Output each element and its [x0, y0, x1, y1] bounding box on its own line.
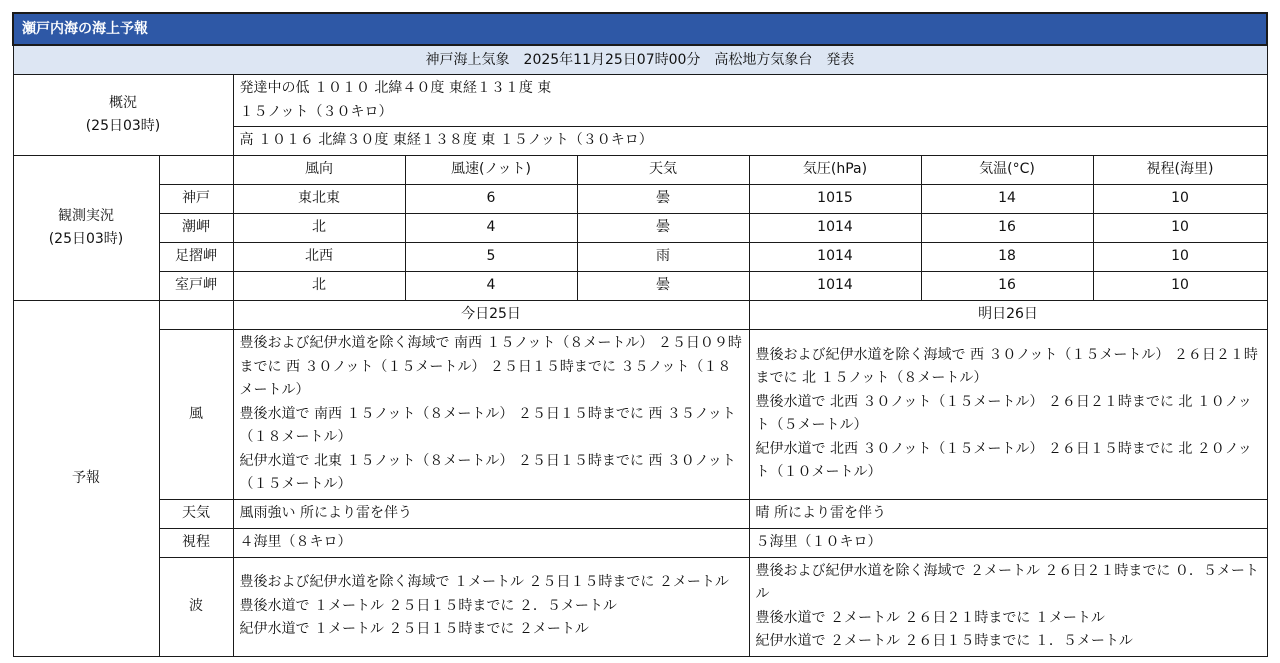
cell-pressure: 1014 [749, 272, 921, 301]
wave-today [233, 557, 749, 656]
cell-weather: 曇 [577, 214, 749, 243]
cell-speed: 4 [405, 214, 577, 243]
cell-temperature: 16 [921, 214, 1093, 243]
header-speed: 風速(ノット) [405, 156, 577, 185]
cell-visibility: 10 [1093, 243, 1267, 272]
table-row [13, 214, 1267, 243]
wave-today-line: 豊後水道で １メートル ２５日１５時までに ２．５メートル [239, 597, 617, 614]
gaikyo-high: 高 １０１６ 北緯３０度 東経１３８度 東 １５ノット（３０キロ） [233, 127, 1267, 156]
header-temperature: 気温(°C) [921, 156, 1093, 185]
gaikyo-label [13, 75, 233, 156]
forecast-tomorrow-header: 明日26日 [749, 301, 1267, 330]
forecast-corner [159, 301, 233, 330]
station-name: 神戸 [159, 185, 233, 214]
wave-label: 波 [159, 557, 233, 656]
cell-direction: 北 [233, 272, 405, 301]
cell-weather: 雨 [577, 243, 749, 272]
cell-direction: 北西 [233, 243, 405, 272]
cell-visibility: 10 [1093, 185, 1267, 214]
table-row [13, 185, 1267, 214]
header-visibility: 視程(海里) [1093, 156, 1267, 185]
wave-today-line: 紀伊水道で １メートル ２５日１５時までに ２メートル [239, 621, 589, 638]
wind-tomorrow-line: 紀伊水道で 北西 ３０ノット（１５メートル） ２６日１５時までに 北 ２０ノット（１０メートル） [755, 440, 1252, 481]
cell-weather: 曇 [577, 185, 749, 214]
visibility-label: 視程 [159, 528, 233, 557]
cell-pressure: 1015 [749, 185, 921, 214]
gaikyo-title: 概況 [109, 94, 137, 111]
wave-tomorrow [749, 557, 1267, 656]
station-name: 潮岬 [159, 214, 233, 243]
wind-today-line: 豊後および紀伊水道を除く海域で 南西 １５ノット（８メートル） ２５日０９時までに 西 ３０ノット（１５メートル） ２５日１５時までに ３５ノット（１８メートル） [239, 335, 742, 398]
observation-time: (25日03時) [48, 231, 124, 247]
weather-tomorrow: 晴 所により雷を伴う [749, 499, 1267, 528]
wave-tomorrow-line: 紀伊水道で ２メートル ２６日１５時までに １．５メートル [755, 633, 1133, 649]
cell-visibility: 10 [1093, 272, 1267, 301]
wind-today-line: 紀伊水道で 北東 １５ノット（８メートル） ２５日１５時までに 西 ３０ノット（１５メートル） [239, 452, 736, 492]
header-weather: 天気 [577, 156, 749, 185]
wave-today-line: 豊後および紀伊水道を除く海域で １メートル ２５日１５時までに ２メートル [239, 574, 729, 591]
station-name: 室戸岬 [159, 272, 233, 301]
gaikyo-line1b: １５ノット（３０キロ） [239, 103, 393, 120]
cell-speed: 4 [405, 272, 577, 301]
forecast-today-header: 今日25日 [233, 301, 749, 330]
visibility-today: ４海里（８キロ） [233, 528, 749, 557]
gaikyo-line1a: 発達中の低 １０１０ 北緯４０度 東経１３１度 東 [239, 80, 552, 96]
observation-title: 観測実況 [58, 207, 114, 224]
header-direction: 風向 [233, 156, 405, 185]
cell-direction: 東北東 [233, 185, 405, 214]
cell-speed: 5 [405, 243, 577, 272]
gaikyo-low [233, 75, 1267, 127]
wind-today [233, 330, 749, 500]
wind-label: 風 [159, 330, 233, 500]
cell-temperature: 18 [921, 243, 1093, 272]
wave-tomorrow-line: 豊後および紀伊水道を除く海域で ２メートル ２６日２１時までに ０．５メートル [755, 562, 1259, 602]
header-pressure: 気圧(hPa) [749, 156, 921, 185]
weather-label: 天気 [159, 499, 233, 528]
forecast-table [12, 12, 1268, 657]
table-row [13, 243, 1267, 272]
observation-label [13, 156, 159, 301]
weather-today: 風雨強い 所により雷を伴う [233, 499, 749, 528]
wind-today-line: 豊後水道で 南西 １５ノット（８メートル） ２５日１５時までに 西 ３５ノット（１８メートル） [239, 405, 736, 445]
marine-forecast [12, 12, 1266, 657]
cell-direction: 北 [233, 214, 405, 243]
station-name: 足摺岬 [159, 243, 233, 272]
cell-pressure: 1014 [749, 214, 921, 243]
wind-tomorrow-line: 豊後および紀伊水道を除く海域で 西 ３０ノット（１５メートル） ２６日２１時までに 北 １５ノット（８メートル） [755, 346, 1258, 387]
wave-tomorrow-line: 豊後水道で ２メートル ２６日２１時までに １メートル [755, 609, 1105, 626]
wind-tomorrow-line: 豊後水道で 北西 ３０ノット（１５メートル） ２６日２１時までに 北 １０ノット（５メートル） [755, 393, 1252, 434]
table-row [13, 272, 1267, 301]
observation-corner [159, 156, 233, 185]
page-title: 瀬戸内海の海上予報 [13, 13, 1267, 45]
visibility-tomorrow: ５海里（１０キロ） [749, 528, 1267, 557]
issued-info: 神戸海上気象 2025年11月25日07時00分 高松地方気象台 発表 [13, 45, 1267, 75]
gaikyo-time: (25日03時) [85, 118, 161, 134]
cell-speed: 6 [405, 185, 577, 214]
wind-tomorrow [749, 330, 1267, 500]
cell-pressure: 1014 [749, 243, 921, 272]
cell-weather: 曇 [577, 272, 749, 301]
cell-temperature: 16 [921, 272, 1093, 301]
forecast-label: 予報 [13, 301, 159, 657]
cell-visibility: 10 [1093, 214, 1267, 243]
cell-temperature: 14 [921, 185, 1093, 214]
